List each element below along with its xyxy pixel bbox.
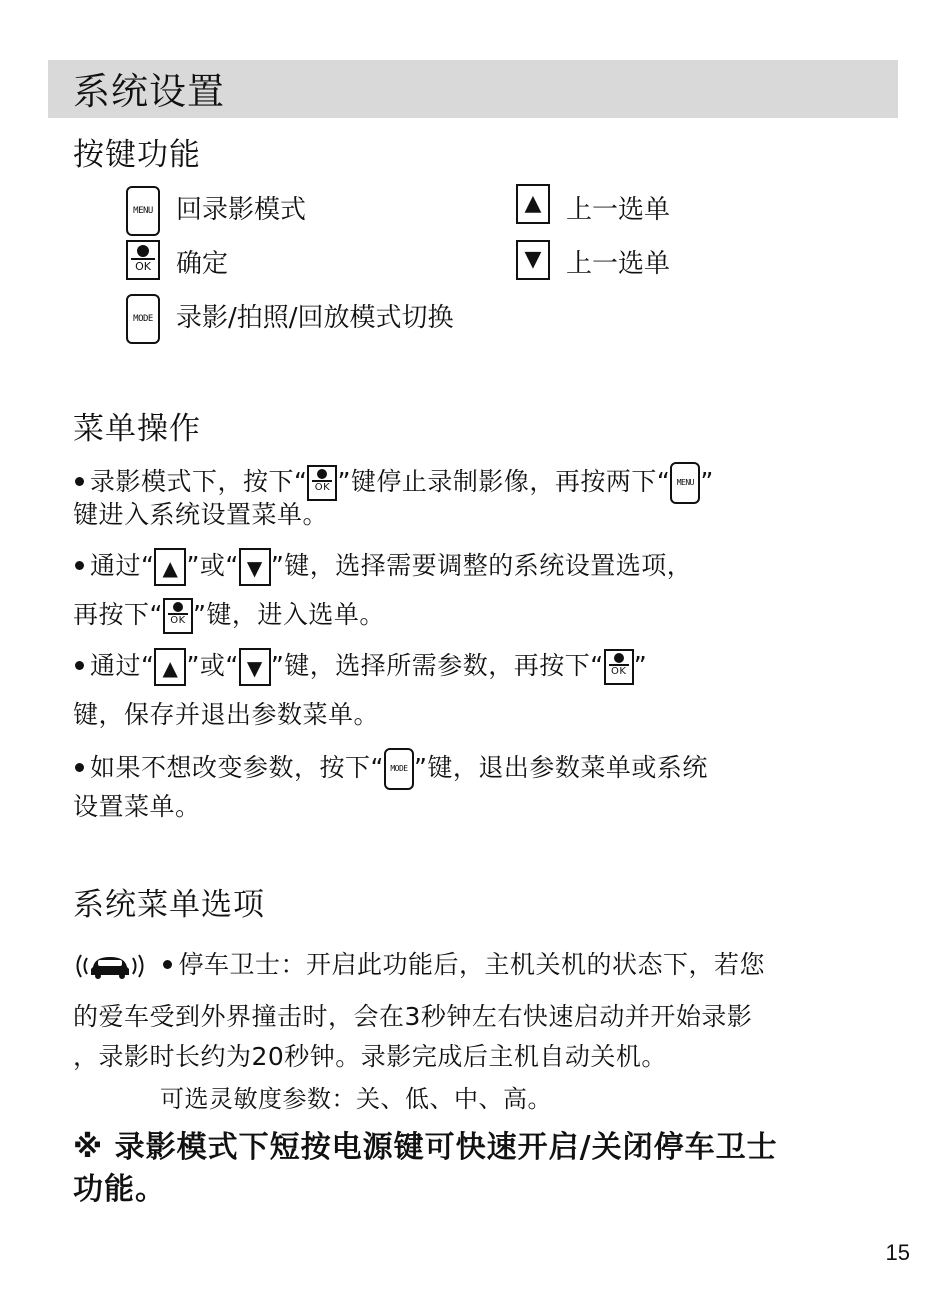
bullet (163, 960, 172, 969)
menu-paragraph-1: 录影模式下，按下“ OK ”键停止录制影像，再按两下“ MENU ” (73, 462, 714, 504)
up-key-icon: ▲ (154, 648, 186, 686)
up-key-icon: ▲ (154, 548, 186, 586)
notice-line-1: ※ 录影模式下短按电源键可快速开启/关闭停车卫士 (73, 1130, 778, 1165)
down-key-label: 上一选单 (566, 249, 671, 279)
notice-line-2: 功能。 (73, 1172, 166, 1207)
up-key-label: 上一选单 (566, 195, 671, 225)
menu-paragraph-3-cont: 键，保存并退出参数菜单。 (73, 700, 380, 729)
mode-key-icon: MODE (384, 748, 414, 790)
ok-key-label: 确定 (176, 249, 229, 279)
menu-paragraph-4-cont: 设置菜单。 (73, 792, 201, 821)
menu-paragraph-4: 如果不想改变参数，按下“ MODE ”键，退出参数菜单或系统 (73, 748, 708, 790)
menu-key-icon: MENU (670, 462, 700, 504)
menu-paragraph-1-cont: 键进入系统设置菜单。 (73, 500, 329, 529)
bullet (75, 561, 84, 570)
options-heading: 系统菜单选项 (73, 887, 265, 923)
menu-paragraph-2-cont: 再按下“ OK ”键，进入选单。 (73, 598, 385, 634)
down-key-icon: ▼ (239, 648, 271, 686)
bullet (75, 661, 84, 670)
up-key-icon: ▲ (516, 184, 550, 224)
menu-heading: 菜单操作 (73, 411, 201, 447)
page-title: 系统设置 (73, 70, 225, 113)
sensitivity-options: 可选灵敏度参数：关、低、中、高。 (160, 1085, 552, 1113)
bullet (75, 763, 84, 772)
menu-key-icon: MENU (126, 186, 160, 236)
ok-key-icon: OK (604, 649, 634, 685)
bullet (75, 477, 84, 486)
menu-paragraph-3: 通过“ ▲ ”或“ ▼ ”键，选择所需参数，再按下“ OK ” (73, 648, 647, 686)
keys-heading: 按键功能 (73, 137, 201, 173)
page-number: 15 (885, 1240, 910, 1265)
ok-key-icon: OK (163, 598, 193, 634)
mode-key-icon: MODE (126, 294, 160, 344)
parking-guard-line-2: 的爱车受到外界撞击时，会在3秒钟左右快速启动并开始录影 (73, 1002, 753, 1031)
mode-key-label: 录影/拍照/回放模式切换 (176, 303, 454, 333)
down-key-icon: ▼ (516, 240, 550, 280)
down-key-icon: ▼ (239, 548, 271, 586)
parking-guard-line-3: ，录影时长约为20秒钟。录影完成后主机自动关机。 (73, 1042, 667, 1071)
parking-guard-car-icon (73, 951, 147, 981)
ok-key-icon: OK (307, 465, 337, 501)
menu-paragraph-2: 通过“ ▲ ”或“ ▼ ”键，选择需要调整的系统设置选项， (73, 548, 692, 586)
parking-guard-line-1: 停车卫士：开启此功能后，主机关机的状态下，若您 (73, 948, 765, 982)
menu-key-label: 回录影模式 (176, 195, 307, 225)
ok-key-icon: OK (126, 240, 160, 280)
